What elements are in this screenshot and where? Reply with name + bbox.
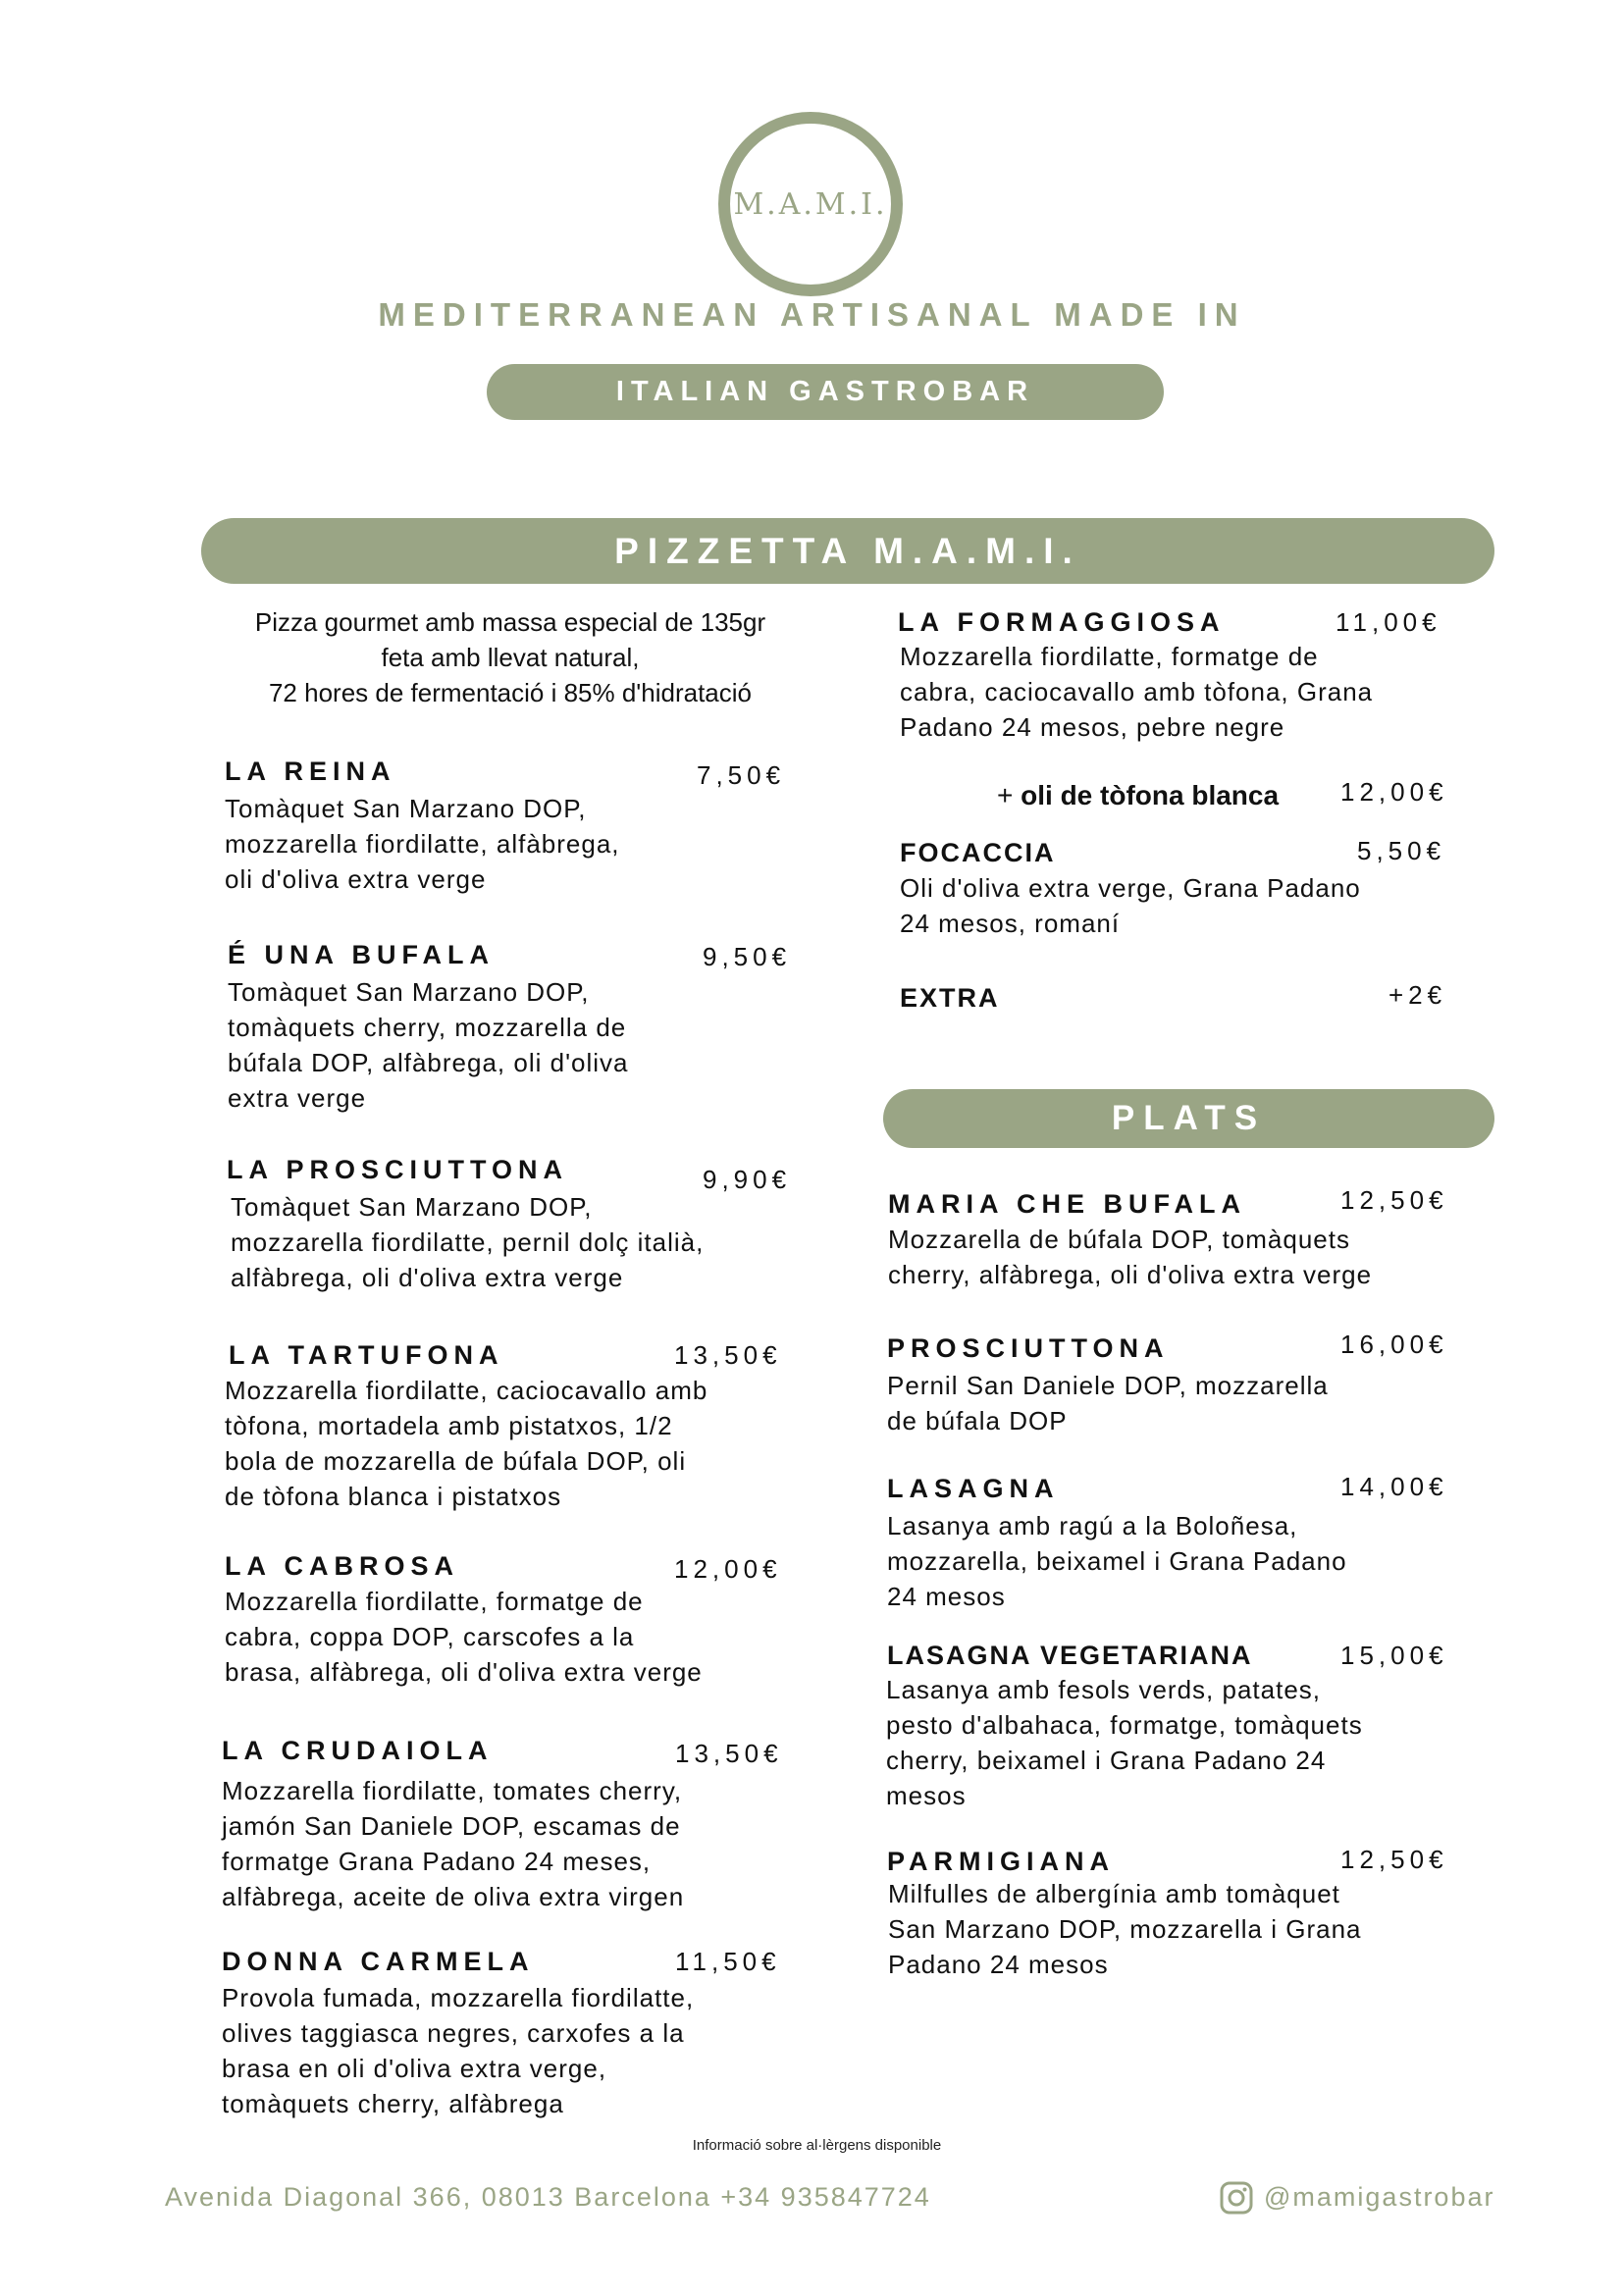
description-line: Padano 24 mesos bbox=[888, 1950, 1109, 1979]
description-line: extra verge bbox=[228, 1083, 367, 1113]
description-line: Tomàquet San Marzano DOP, bbox=[225, 794, 587, 823]
menu-item-description bbox=[886, 1672, 1363, 1813]
menu-item-name: LA TARTUFONA bbox=[229, 1340, 504, 1370]
menu-item-name: MARIA CHE BUFALA bbox=[888, 1189, 1246, 1219]
menu-item-price: +2€ bbox=[1388, 980, 1447, 1010]
description-line: mesos bbox=[886, 1781, 967, 1810]
menu-item-name: LA REINA bbox=[225, 757, 396, 786]
description-line: cherry, beixamel i Grana Padano 24 bbox=[886, 1746, 1327, 1775]
menu-item-price: 12,00€ bbox=[674, 1554, 782, 1584]
menu-item-price: 9,90€ bbox=[703, 1165, 792, 1194]
menu-item-name: LASAGNA VEGETARIANA bbox=[887, 1641, 1253, 1670]
description-line: mozzarella fiordilatte, pernil dolç italià, bbox=[231, 1227, 705, 1257]
menu-item-name: PARMIGIANA bbox=[887, 1847, 1115, 1876]
menu-item-name: FOCACCIA bbox=[900, 838, 1056, 867]
menu-item-name: DONNA CARMELA bbox=[222, 1947, 535, 1976]
pizzetta-section-banner bbox=[201, 518, 1494, 584]
description-line: Provola fumada, mozzarella fiordilatte, bbox=[222, 1983, 695, 2012]
menu-item-name: LA CABROSA bbox=[225, 1551, 459, 1581]
description-line: formatge Grana Padano 24 meses, bbox=[222, 1847, 652, 1876]
address-phone: Avenida Diagonal 366, 08013 Barcelona +34 935847724 bbox=[165, 2182, 931, 2212]
menu-item-description bbox=[888, 1222, 1372, 1292]
addon-truffle-oil bbox=[997, 780, 1279, 811]
description-line: Milfulles de albergínia amb tomàquet bbox=[888, 1879, 1340, 1908]
menu-item-description bbox=[225, 1584, 703, 1690]
description-line: alfàbrega, oli d'oliva extra verge bbox=[231, 1263, 624, 1292]
subtitle-banner bbox=[487, 364, 1164, 420]
description-line: Lasanya amb ragú a la Boloñesa, bbox=[887, 1511, 1298, 1540]
menu-item-price: 13,50€ bbox=[674, 1340, 782, 1370]
menu-item-price: 11,00€ bbox=[1336, 607, 1441, 637]
description-line: Pernil San Daniele DOP, mozzarella bbox=[887, 1371, 1329, 1400]
pizzetta-section-title: PIZZETTA M.A.M.I. bbox=[614, 530, 1081, 571]
menu-item-description bbox=[887, 1368, 1329, 1438]
addon-plus: + bbox=[997, 780, 1014, 810]
description-line: de búfala DOP bbox=[887, 1406, 1068, 1435]
description-line: jamón San Daniele DOP, escamas de bbox=[222, 1811, 681, 1841]
menu-item-description bbox=[231, 1189, 704, 1295]
addon-label: oli de tòfona blanca bbox=[1021, 780, 1280, 810]
description-line: mozzarella fiordilatte, alfàbrega, bbox=[225, 829, 620, 859]
menu-item-description bbox=[900, 639, 1373, 745]
description-line: mozzarella, beixamel i Grana Padano bbox=[887, 1546, 1347, 1576]
tagline: MEDITERRANEAN ARTISANAL MADE IN bbox=[378, 296, 1246, 333]
subtitle-text: ITALIAN GASTROBAR bbox=[615, 376, 1035, 407]
menu-item-price: 16,00€ bbox=[1340, 1330, 1448, 1359]
description-line: San Marzano DOP, mozzarella i Grana bbox=[888, 1914, 1362, 1944]
intro-line: 72 hores de fermentació i 85% d'hidratació bbox=[268, 678, 753, 707]
menu-item-price: 11,50€ bbox=[675, 1947, 781, 1976]
description-line: Mozzarella fiordilatte, formatge de bbox=[900, 642, 1319, 671]
description-line: tomàquets cherry, alfàbrega bbox=[222, 2089, 564, 2118]
description-line: Mozzarella fiordilatte, formatge de bbox=[225, 1587, 644, 1616]
menu-item-description bbox=[225, 1373, 707, 1514]
menu-item-description bbox=[888, 1876, 1362, 1982]
menu-item-description bbox=[222, 1980, 694, 2121]
description-line: olives taggiasca negres, carxofes a la bbox=[222, 2018, 685, 2048]
menu-item-name: LASAGNA bbox=[887, 1474, 1060, 1503]
description-line: Oli d'oliva extra verge, Grana Padano bbox=[900, 873, 1361, 903]
intro-line: Pizza gourmet amb massa especial de 135gr bbox=[254, 607, 766, 637]
menu-item-description bbox=[228, 974, 629, 1116]
menu-item-price: 12,50€ bbox=[1340, 1845, 1448, 1874]
pizzetta-intro bbox=[196, 604, 824, 710]
description-line: tòfona, mortadela amb pistatxos, 1/2 bbox=[225, 1411, 673, 1440]
description-line: cabra, caciocavallo amb tòfona, Grana bbox=[900, 677, 1374, 706]
description-line: 24 mesos bbox=[887, 1582, 1006, 1611]
logo-text: M.A.M.I. bbox=[733, 186, 888, 222]
description-line: Padano 24 mesos, pebre negre bbox=[900, 712, 1285, 742]
intro-line: feta amb llevat natural, bbox=[381, 643, 640, 672]
menu-item-price: 14,00€ bbox=[1340, 1472, 1448, 1501]
description-line: brasa, alfàbrega, oli d'oliva extra verge bbox=[225, 1657, 703, 1687]
menu-item-description bbox=[900, 870, 1361, 941]
description-line: Tomàquet San Marzano DOP, bbox=[231, 1192, 593, 1222]
description-line: alfàbrega, aceite de oliva extra virgen bbox=[222, 1882, 685, 1911]
menu-item-name: LA FORMAGGIOSA bbox=[898, 607, 1226, 637]
description-line: tomàquets cherry, mozzarella de bbox=[228, 1013, 627, 1042]
description-line: cabra, coppa DOP, carscofes a la bbox=[225, 1622, 635, 1651]
description-line: cherry, alfàbrega, oli d'oliva extra verge bbox=[888, 1260, 1373, 1289]
menu-item-description bbox=[222, 1773, 684, 1914]
addon-price: 12,00€ bbox=[1340, 777, 1448, 807]
menu-item-name: PROSCIUTTONA bbox=[887, 1333, 1170, 1363]
instagram-handle[interactable]: @mamigastrobar bbox=[1264, 2182, 1495, 2212]
description-line: 24 mesos, romaní bbox=[900, 909, 1121, 938]
menu-item-price: 15,00€ bbox=[1340, 1641, 1448, 1670]
description-line: Lasanya amb fesols verds, patates, bbox=[886, 1675, 1322, 1704]
menu-item-name: LA CRUDAIOLA bbox=[222, 1736, 494, 1765]
allergens-note: Informació sobre al·lèrgens disponible bbox=[692, 2137, 942, 2154]
menu-item-name: LA PROSCIUTTONA bbox=[227, 1155, 569, 1184]
menu-item-name: EXTRA bbox=[900, 983, 1000, 1013]
menu-item-price: 5,50€ bbox=[1357, 836, 1446, 865]
description-line: Mozzarella fiordilatte, tomates cherry, bbox=[222, 1776, 683, 1805]
description-line: bola de mozzarella de búfala DOP, oli bbox=[225, 1446, 687, 1476]
description-line: Tomàquet San Marzano DOP, bbox=[228, 977, 590, 1007]
description-line: brasa en oli d'oliva extra verge, bbox=[222, 2054, 607, 2083]
menu-item-price: 12,50€ bbox=[1340, 1185, 1448, 1215]
menu-item-price: 13,50€ bbox=[675, 1739, 783, 1768]
menu-item-description bbox=[225, 791, 620, 897]
description-line: Mozzarella fiordilatte, caciocavallo amb bbox=[225, 1376, 708, 1405]
menu-item-name: É UNA BUFALA bbox=[228, 940, 495, 969]
description-line: búfala DOP, alfàbrega, oli d'oliva bbox=[228, 1048, 629, 1077]
description-line: Mozzarella de búfala DOP, tomàquets bbox=[888, 1225, 1350, 1254]
instagram-icon[interactable] bbox=[1220, 2181, 1253, 2215]
menu-item-description bbox=[887, 1508, 1347, 1614]
description-line: de tòfona blanca i pistatxos bbox=[225, 1482, 562, 1511]
menu-item-price: 7,50€ bbox=[697, 760, 786, 790]
plats-section-banner bbox=[883, 1089, 1494, 1148]
description-line: pesto d'albahaca, formatge, tomàquets bbox=[886, 1710, 1363, 1740]
description-line: oli d'oliva extra verge bbox=[225, 864, 487, 894]
menu-item-price: 9,50€ bbox=[703, 942, 792, 971]
plats-section-title: PLATS bbox=[1111, 1099, 1267, 1137]
